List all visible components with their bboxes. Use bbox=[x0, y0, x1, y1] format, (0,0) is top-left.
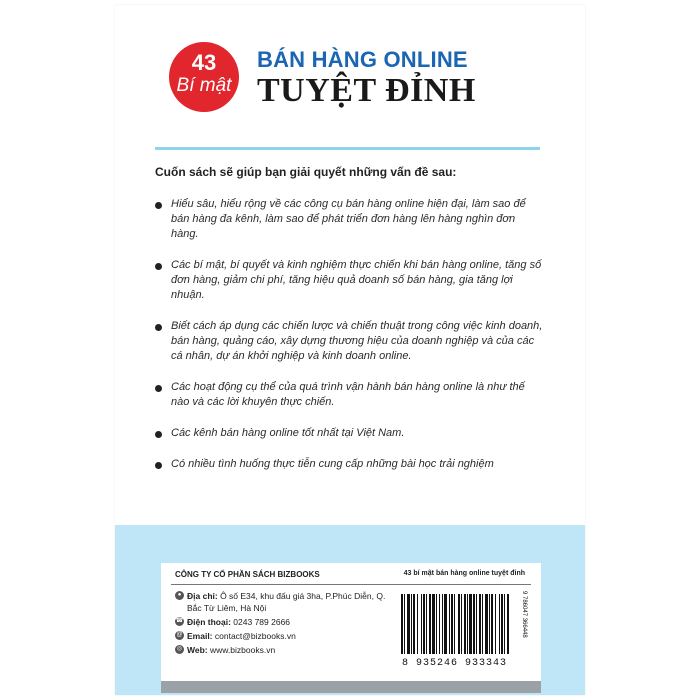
title-line-1: BÁN HÀNG ONLINE bbox=[257, 47, 468, 72]
address-row bbox=[175, 590, 390, 614]
barcode-bar bbox=[504, 594, 505, 654]
barcode-bar bbox=[413, 594, 415, 654]
email-row bbox=[175, 630, 390, 642]
mail-icon: @ bbox=[176, 632, 183, 638]
bottom-strip bbox=[161, 681, 541, 693]
email-value: contact@bizbooks.vn bbox=[214, 631, 296, 641]
barcode-bar bbox=[491, 594, 493, 654]
barcode-bar bbox=[467, 594, 468, 654]
panel-divider bbox=[171, 584, 531, 585]
publisher-panel bbox=[161, 563, 541, 681]
footer-band bbox=[115, 525, 585, 695]
barcode-bar bbox=[401, 594, 403, 654]
list-item-text: Có nhiều tình huống thực tiễn cung cấp những bài học trải nghiệm bbox=[171, 458, 494, 470]
web-value: www.bizbooks.vn bbox=[210, 645, 276, 655]
list-item bbox=[155, 258, 545, 303]
barcode-bar bbox=[476, 594, 477, 654]
bullet-list bbox=[155, 197, 545, 472]
barcode-bar bbox=[485, 594, 488, 654]
book-back-cover bbox=[115, 5, 585, 695]
barcode-bar bbox=[417, 594, 418, 654]
phone-row bbox=[175, 616, 390, 628]
isbn-vertical-text: 9 786047 366448 bbox=[521, 591, 527, 638]
barcode-bar bbox=[432, 594, 435, 654]
list-item-text: Hiểu sâu, hiểu rộng về các công cụ bán hàng online hiện đại, làm sao để bán hàng đa kênh, làm sao để phát triển đơn hàng lên hàng nghìn đơn hàng. bbox=[171, 198, 526, 240]
barcode-bar bbox=[404, 594, 405, 654]
map-pin-icon: ● bbox=[175, 591, 184, 600]
barcode-bar bbox=[464, 594, 466, 654]
list-item-text: Các hoạt động cụ thể của quá trình vận hành bán hàng online là như thế nào và các lời khuyên thực chiến. bbox=[171, 381, 525, 408]
barcode-bar bbox=[423, 594, 425, 654]
barcode-bar bbox=[461, 594, 462, 654]
barcode-bar bbox=[451, 594, 453, 654]
globe-icon: ◎ bbox=[176, 646, 183, 652]
web-row bbox=[175, 644, 390, 656]
barcode-bar bbox=[507, 594, 509, 654]
bullet-icon bbox=[155, 202, 162, 209]
barcode-bar bbox=[454, 594, 455, 654]
contact-list bbox=[175, 590, 390, 658]
barcode-bar bbox=[442, 594, 443, 654]
bullet-icon bbox=[155, 462, 162, 469]
badge-number: 43 bbox=[191, 50, 217, 75]
barcode-number: 8 935246 933343 bbox=[401, 658, 507, 669]
address-value: Ô số E34, khu đấu giá 3ha, P.Phúc Diễn, Q. Bắc Từ Liêm, Hà Nội bbox=[187, 591, 386, 613]
bullet-icon bbox=[155, 431, 162, 438]
barcode-bar bbox=[458, 594, 460, 654]
barcode-bar bbox=[449, 594, 450, 654]
barcode-bar bbox=[473, 594, 475, 654]
bullet-icon bbox=[155, 324, 162, 331]
bullet-icon bbox=[155, 263, 162, 270]
phone-value: 0243 789 2666 bbox=[233, 617, 291, 627]
barcode-bar bbox=[499, 594, 500, 654]
barcode-bar bbox=[426, 594, 427, 654]
barcode-bar bbox=[439, 594, 440, 654]
intro-text: Cuốn sách sẽ giúp bạn giải quyết những vấn đề sau: bbox=[155, 165, 457, 179]
book-title-small: 43 bí mật bán hàng online tuyệt đỉnh bbox=[403, 570, 525, 577]
list-item bbox=[155, 197, 545, 242]
web-label: Web: bbox=[187, 645, 208, 655]
barcode-bar bbox=[501, 594, 503, 654]
address-label: Địa chỉ: bbox=[187, 591, 218, 601]
list-item-text: Biết cách áp dụng các chiến lược và chiến thuật trong công việc kinh doanh, bán hàng, quảng cáo, xây dựng thương hiệu của doanh nghiệp và của các cá nhân, dự án khởi nghiệp và kinh doanh online. bbox=[171, 320, 543, 362]
barcode-bar bbox=[411, 594, 412, 654]
description bbox=[155, 165, 545, 488]
badge-word: Bí mật bbox=[176, 75, 232, 96]
barcode-bar bbox=[469, 594, 472, 654]
email-label: Email: bbox=[187, 631, 213, 641]
list-item bbox=[155, 319, 545, 364]
phone-icon: ☎ bbox=[175, 618, 184, 624]
barcode-bar bbox=[444, 594, 447, 654]
bullet-icon bbox=[155, 385, 162, 392]
barcode-bar bbox=[429, 594, 431, 654]
barcode-bar bbox=[479, 594, 481, 654]
barcode-bar bbox=[489, 594, 490, 654]
list-item bbox=[155, 380, 545, 410]
barcode-bar bbox=[436, 594, 437, 654]
isbn-vertical bbox=[518, 591, 530, 671]
list-item-text: Các bí mật, bí quyết và kinh nghiệm thực chiến khi bán hàng online, tăng số đơn hàng, giảm chi phí, tăng hiệu quả doanh số bán hàng, gia tăng lợi nhuận. bbox=[171, 259, 542, 301]
cover-header bbox=[115, 5, 585, 145]
barcode bbox=[397, 594, 512, 669]
company-name: CÔNG TY CỔ PHẦN SÁCH BIZBOOKS bbox=[175, 570, 320, 579]
barcode-bar bbox=[495, 594, 496, 654]
title-badge bbox=[169, 42, 239, 112]
barcode-bars bbox=[397, 594, 512, 656]
phone-label: Điện thoại: bbox=[187, 617, 231, 627]
barcode-bar bbox=[482, 594, 483, 654]
list-item bbox=[155, 457, 545, 472]
list-item-text: Các kênh bán hàng online tốt nhất tại Việt Nam. bbox=[171, 427, 405, 439]
barcode-bar bbox=[421, 594, 422, 654]
divider-rule bbox=[155, 147, 540, 150]
title-line-2: TUYỆT ĐỈNH bbox=[257, 72, 476, 109]
barcode-bar bbox=[407, 594, 410, 654]
list-item bbox=[155, 426, 545, 441]
